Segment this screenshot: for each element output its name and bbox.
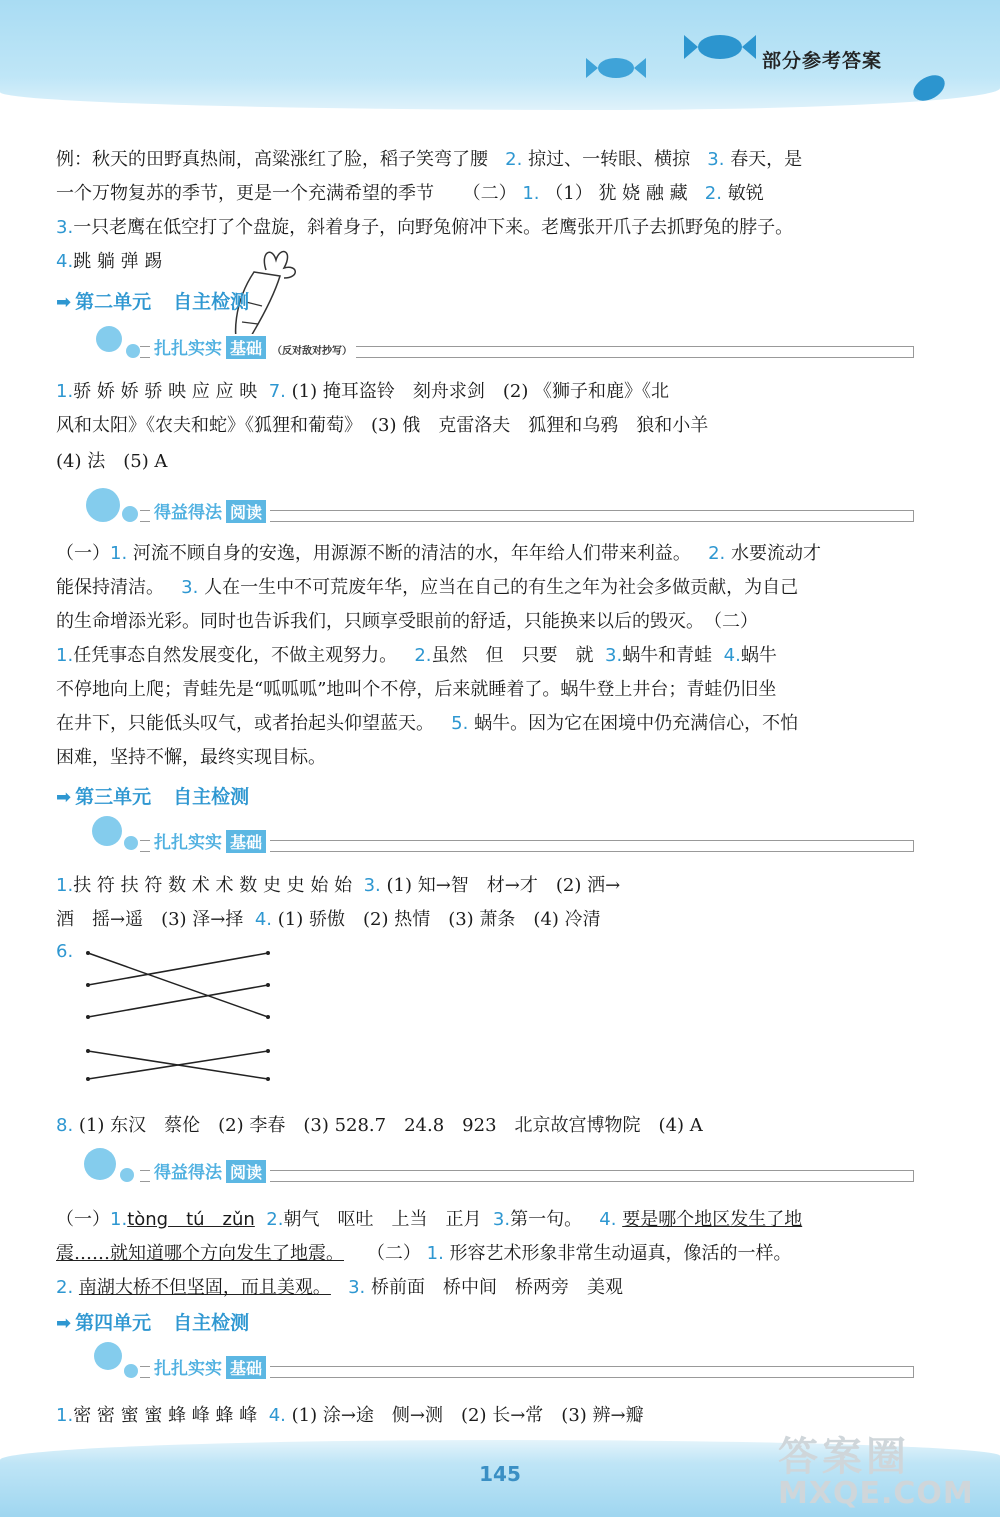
answer-text: (1) 知→智 材→才 (2) 洒→ [386,875,621,896]
answer-text: (1) 涂→途 侧→测 (2) 长→常 (3) 辨→瓣 [291,1405,644,1426]
answer-line [56,450,167,474]
unit-subtitle: 自主检测 [173,1312,250,1334]
answer-line [56,380,669,404]
answer-line [56,940,73,964]
unit-subtitle: 自主检测 [173,291,250,313]
bubble-icon [124,1364,138,1378]
answer-text: （二） [462,183,517,204]
unit-heading [56,287,249,314]
answer-text: 困难，坚持不懈，最终实现目标。 [56,747,326,768]
bubble-icon [122,506,138,522]
section-bar [80,830,914,852]
answer-text: 扶 符 扶 符 数 术 术 数 史 史 始 始 [73,875,353,896]
unit-heading [56,782,249,809]
question-number: 6. [56,941,74,962]
answer-line [56,908,601,932]
section-bar [80,500,914,522]
question-number: 3. [363,875,381,896]
bubble-icon [84,1148,116,1180]
answer-text: 跳 躺 弹 踢 [73,251,163,272]
answer-line [56,1276,623,1300]
arrow-icon: ➡ [56,787,72,808]
question-number: 3. [181,577,199,598]
answer-text: 桥前面 桥中间 桥两旁 美观 [371,1277,624,1298]
unit-title: 第二单元 [75,291,152,313]
section-bar [80,336,914,358]
answer-text: 人在一生中不可荒废年华，应当在自己的有生之年为社会多做贡献，为自己 [204,577,799,598]
section-label: 得益得法 [154,1163,222,1183]
watermark-url: MXQE.COM [778,1476,974,1511]
answer-text: 例：秋天的田野真热闹，高粱涨红了脸，稻子笑弯了腰 [56,149,488,170]
answer-text: 密 密 蜜 蜜 蜂 峰 蜂 峰 [73,1405,258,1426]
question-number: 1. [110,1209,128,1230]
watermark [778,1425,974,1511]
question-number: 2. [708,543,726,564]
answer-line [56,414,708,438]
answer-line [56,1208,802,1232]
question-number: 2. [56,1277,74,1298]
answer-text: 虽然 但 只要 就 [431,645,594,666]
answer-text: 的生命增添光彩。同时也告诉我们，只顾享受眼前的舒适，只能换来以后的毁灭。 （二） [56,611,758,632]
answer-text: 风和太阳》《农夫和蛇》《狐狸和葡萄》 (3) 俄 克雷洛夫 狐狸和乌鸦 狼和小羊 [56,415,709,436]
question-number: 8. [56,1115,74,1136]
answer-text: （一） [56,1209,110,1230]
arrow-icon: ➡ [56,1313,72,1334]
handwritten-note: （反对敌对抄写） [272,346,353,357]
question-number: 5. [451,713,469,734]
answer-text: 掠过、一转眼、横掠 [528,149,691,170]
answer-line [56,644,777,668]
question-number: 1. [56,1405,74,1426]
question-number: 3. [605,645,623,666]
unit-subtitle: 自主检测 [173,786,250,808]
question-number: 3. [492,1209,511,1230]
page-number: 145 [479,1462,521,1486]
section-tag: 基础 [226,1356,266,1379]
section-bar [80,1160,914,1182]
answer-text: 酒 摇→遥 (3) 泽→择 [56,909,244,930]
answer-text: 一个万物复苏的季节，更是一个充满希望的季节 [56,183,434,204]
question-number: 4. [268,1405,286,1426]
section-tag: 基础 [226,830,266,853]
section-tag: 基础 [226,336,266,359]
candy-icon [586,54,646,82]
answer-line [56,250,162,274]
bubble-icon [120,1168,134,1182]
answer-line [56,576,798,600]
answer-text: 蜗牛。因为它在困境中仍充满信心，不怕 [474,713,799,734]
unit-title: 第三单元 [75,786,152,808]
answer-text: 骄 娇 娇 骄 映 应 应 映 [73,381,258,402]
answer-line [56,216,793,240]
question-number: 1. [426,1243,444,1264]
answer-line [56,712,798,736]
answer-line [56,874,620,898]
answer-text: 敏锐 [727,183,764,204]
bubble-icon [96,326,122,352]
answer-text: 第一句。 [510,1209,583,1230]
question-number: 2. [414,645,432,666]
answer-line [56,1404,644,1428]
question-number: 2. [266,1209,284,1230]
answer-text: 河流不顾自身的安逸，用源源不断的清洁的水，年年给人们带来利益。 [132,543,691,564]
answer-line [56,542,821,566]
question-number: 4. [599,1209,617,1230]
answer-text: 不停地向上爬；青蛙先是“呱呱呱”地叫个不停，后来就睡着了。蜗牛登上井台；青蛙仍旧坐 [56,679,777,700]
section-label: 扎扎实实 [154,339,222,359]
answer-text: 形容艺术形象非常生动逼真，像活的一样。 [449,1243,792,1264]
answer-text: 犹 娆 融 藏 [598,183,688,204]
matching-lines [80,945,280,1085]
header-title: 部分参考答案 [762,50,883,72]
section-label: 扎扎实实 [154,1359,222,1379]
answer-text: (1) 东汉 蔡伦 (2) 李春 (3) 528.7 24.8 923 北京故宫博物院 (4) A [78,1115,703,1136]
answer-line [56,1242,792,1266]
answer-text: 蜗牛 [740,645,777,666]
pinyin-answer: tòng tú zǔn [127,1209,255,1230]
question-number: 3. [707,149,725,170]
question-number: 1. [110,543,128,564]
bubble-icon [126,344,140,358]
watermark-text: 答案圈 [778,1434,910,1480]
answer-line [56,182,764,206]
answer-text: (1) 掩耳盗铃 刻舟求剑 (2) 《狮子和鹿》《北 [291,381,670,402]
question-number: 1. [56,381,74,402]
question-number: 2. [704,183,722,204]
arrow-icon: ➡ [56,292,72,313]
answer-text: （一） [56,543,110,564]
section-bar [80,1356,914,1378]
answer-text: 任凭事态自然发展变化，不做主观努力。 [73,645,398,666]
unit-title: 第四单元 [75,1312,152,1334]
section-label: 得益得法 [154,503,222,523]
question-number: 2. [505,149,523,170]
question-number: 3. [348,1277,366,1298]
answer-text: 能保持清洁。 [56,577,164,598]
answer-line [56,610,758,634]
candy-icon [684,30,756,64]
answer-text: 要是哪个地区发生了地 [622,1209,803,1230]
question-number: 7. [268,381,286,402]
answer-text: (1) 骄傲 (2) 热情 (3) 萧条 (4) 冷清 [277,909,601,930]
answer-text: 蜗牛和青蛙 [622,645,713,666]
question-number: 3. [56,217,74,238]
section-label: 扎扎实实 [154,833,222,853]
answer-text: 朝气 呕吐 上当 正月 [283,1209,482,1230]
bubble-icon [86,488,120,522]
answer-text: 水要流动才 [731,543,822,564]
section-tag: 阅读 [226,1160,266,1183]
answer-text: （二） [366,1243,421,1264]
question-number: 4. [56,251,74,272]
question-number: 1. [522,183,540,204]
answer-text: (4) 法 (5) A [56,451,168,472]
question-number: 1. [56,875,74,896]
answer-line [56,678,776,702]
answer-text: 南湖大桥不但坚固，而且美观。 [78,1277,331,1298]
bubble-icon [92,816,122,846]
answer-line [56,148,802,172]
question-number: 1. [56,645,74,666]
answer-text: 在井下，只能低头叹气，或者抬起头仰望蓝天。 [56,713,434,734]
answer-line [56,746,326,770]
answer-line [56,1114,703,1138]
bubble-icon [94,1342,122,1370]
answer-text: 春天，是 [730,149,803,170]
candy-icon [900,66,958,110]
answer-text: 一只老鹰在低空打了个盘旋，斜着身子，向野兔俯冲下来。老鹰张开爪子去抓野兔的脖子。 [73,217,794,238]
answer-text: （1） [545,183,593,204]
answer-text: 震……就知道哪个方向发生了地震。 [56,1243,344,1264]
unit-heading [56,1308,249,1335]
question-number: 4. [723,645,741,666]
question-number: 4. [254,909,273,930]
section-tag: 阅读 [226,500,266,523]
bubble-icon [124,836,138,850]
